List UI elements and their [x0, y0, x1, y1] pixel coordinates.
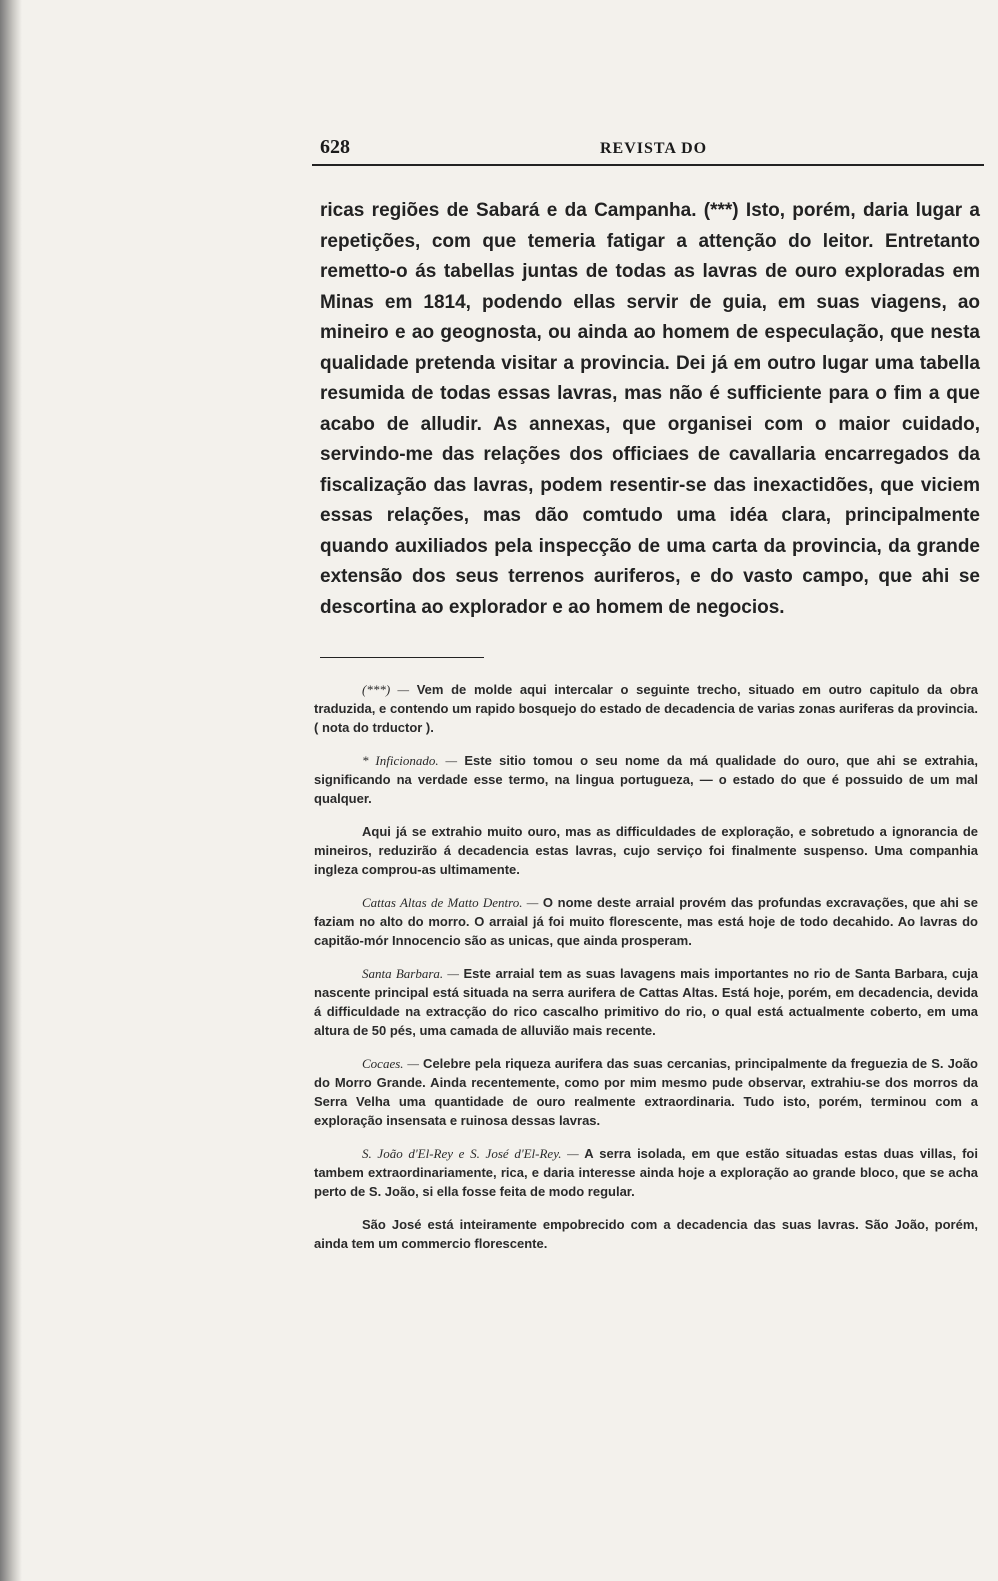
footnote-text: Aqui já se extrahio muito ouro, mas as difficuldades de exploração, e sobretudo a ignorancia de mineiros, reduzirão á decadencia estas lavras, cujo serviço foi finalmente suspenso. Uma companhia ingleza comprou-as ultimamente.	[314, 824, 978, 877]
running-head: REVISTA DO	[600, 140, 708, 157]
footnote-text: Este arraial tem as suas lavagens mais importantes no rio de Santa Barbara, cuja nascente principal está situada na serra aurifera de Cattas Altas. Está hoje, porém, em decadencia, devida á difficuldade na extracção do rico cascalho primitivo do rio, o qual está actualmente coberto, em uma altura de 50 pés, uma camada de alluvião mais recente.	[314, 966, 978, 1038]
footnote	[314, 1144, 978, 1201]
footnote-lead: Cocaes. —	[362, 1056, 419, 1071]
footnote	[314, 1054, 978, 1130]
footnote	[314, 893, 978, 950]
book-page	[312, 130, 984, 1267]
book-binding-shadow	[0, 0, 22, 1581]
main-paragraph: ricas regiões de Sabará e da Campanha. (***) Isto, porém, daria lugar a repetições, com que temeria fatigar a attenção do leitor. Entretanto remetto-o ás tabellas juntas de todas as lavras de ouro exploradas em Minas em 1814, podendo ellas servir de guia, em suas viagens, ao mineiro e ao geognosta, ou ainda ao homem de especulação, que nesta qualidade pretenda visitar a provincia. Dei já em outro lugar uma tabella resumida de todas essas lavras, mas não é sufficiente para o fim a que acabo de alludir. As annexas, que organisei com o maior cuidado, servindo-me das relações dos officiaes de cavallaria encarregados da fiscalização das lavras, podem resentir-se das inexactidões, que viciem essas relações, mas dão comtudo uma idéa clara, principalmente quando auxiliados pela inspecção de uma carta da provincia, da grande extensão dos seus terrenos auriferos, e do vasto campo, que ahi se descortina ao explorador e ao homem de negocios.	[320, 200, 980, 618]
footnote-divider	[320, 657, 484, 658]
footnote-text: O nome deste arraial provém das profundas excravações, que ahi se faziam no alto do morro. O arraial já foi muito florescente, mas está hoje de todo decahido. Ao lavras do capitão-mór Innocencio são as unicas, que ainda prosperam.	[314, 895, 978, 948]
footnote	[314, 680, 978, 737]
footnote-lead: (***) —	[362, 682, 410, 697]
footnote	[314, 751, 978, 808]
footnote-lead: S. João d'El-Rey e S. José d'El-Rey. —	[362, 1146, 579, 1161]
footnote-lead: Cattas Altas de Matto Dentro. —	[362, 895, 539, 910]
footnote-text: A serra isolada, em que estão situadas estas duas villas, foi tambem extraordinariamente, rica, e daria interesse ainda hoje a exploração ao grande bloco, que se acha perto de S. João, si ella fosse feita de modo regular.	[314, 1146, 978, 1199]
footnote-text: Celebre pela riqueza aurifera das suas cercanias, principalmente da freguezia de S. João do Morro Grande. Ainda recentemente, como por mim mesmo pude observar, extrahiu-se dos morros da Serra Velha uma quantidade de ouro realmente extraordinaria. Tudo isto, porém, terminou com a exploração insensata e ruinosa dessas lavras.	[314, 1056, 978, 1128]
footnote	[314, 964, 978, 1040]
footnote	[314, 1215, 978, 1253]
footnote-lead: Santa Barbara. —	[362, 966, 459, 981]
page-number: 628	[320, 136, 350, 158]
footnotes	[314, 680, 978, 1253]
page-header	[312, 130, 984, 166]
footnote	[314, 822, 978, 879]
footnote-text: Vem de molde aqui intercalar o seguinte trecho, situado em outro capitulo da obra traduzida, e contendo um rapido bosquejo do estado de decadencia de varias zonas auriferas da provincia. ( nota do trductor ).	[314, 682, 979, 735]
footnote-lead: * Inficionado. —	[362, 753, 458, 768]
footnote-text: Este sitio tomou o seu nome da má qualidade do ouro, que ahi se extrahia, significando na verdade esse termo, na lingua portugueza, — o estado do que é possuido de um mal qualquer.	[314, 753, 978, 806]
footnote-text: São José está inteiramente empobrecido com a decadencia das suas lavras. São João, porém, ainda tem um commercio florescente.	[314, 1217, 978, 1251]
